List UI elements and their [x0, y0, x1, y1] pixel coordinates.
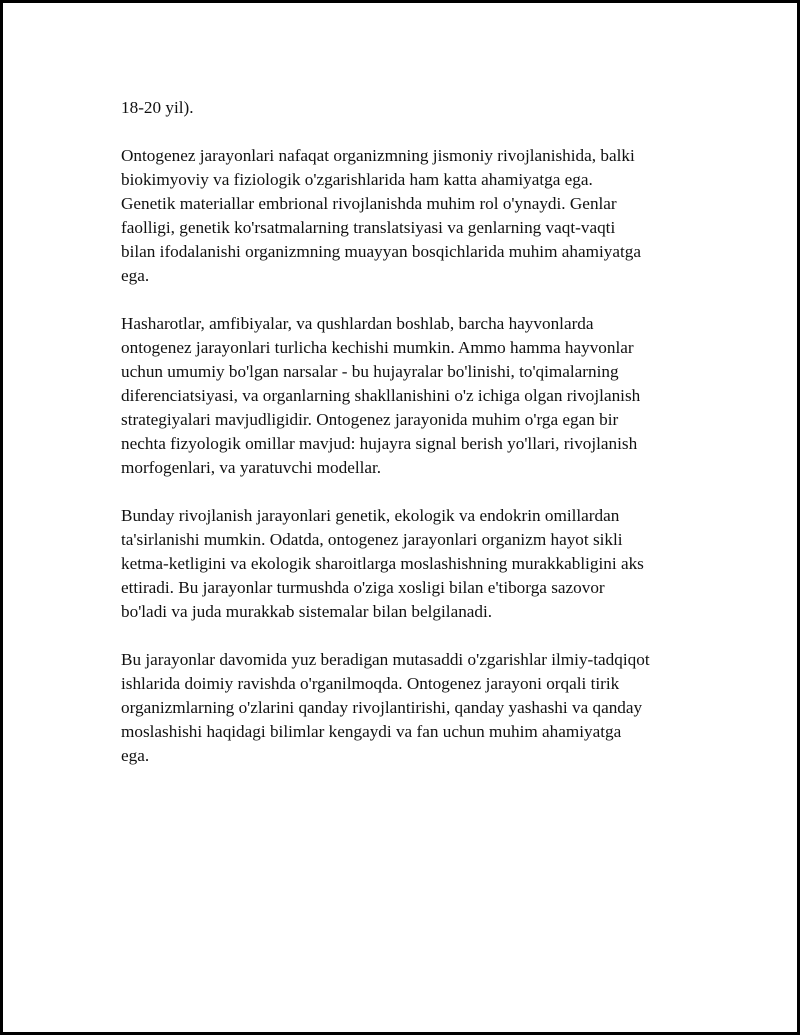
- paragraph-1: 18-20 yil).: [121, 98, 194, 117]
- page-body: [121, 96, 701, 792]
- paragraph-2: Ontogenez jarayonlari nafaqat organizmning jismoniy rivojlanishida, balki biokimyoviy va fiziologik o'zgarishlarida ham katta ahamiyatga ega. Genetik materiallar embrional rivojlanishda muhim rol o'ynaydi. Genlar faolligi, genetik ko'rsatmalarning translatsiyasi va genlarning vaqt-vaqti bilan ifodalanishi organizmning muayyan bosqichlarida muhim ahamiyatga ega.: [121, 146, 641, 285]
- paragraph-5: Bu jarayonlar davomida yuz beradigan mutasaddi o'zgarishlar ilmiy-tadqiqot ishlarida doimiy ravishda o'rganilmoqda. Ontogenez jarayoni orqali tirik organizmlarning o'zlarini qanday rivojlantirishi, qanday yashashi va qanday moslashishi haqidagi bilimlar kengaydi va fan uchun muhim ahamiyatga ega.: [121, 650, 650, 765]
- paragraph-4: Bunday rivojlanish jarayonlari genetik, ekologik va endokrin omillardan ta'sirlanishi mumkin. Odatda, ontogenez jarayonlari organizm hayot sikli ketma-ketligini va ekologik sharoitlarga moslashishning murakkabligini aks ettiradi. Bu jarayonlar turmushda o'ziga xosligi bilan e'tiborga sazovor bo'ladi va juda murakkab sistemalar bilan belgilanadi.: [121, 506, 644, 621]
- paragraph-3: Hasharotlar, amfibiyalar, va qushlardan boshlab, barcha hayvonlarda ontogenez jarayonlari turlicha kechishi mumkin. Ammo hamma hayvonlar uchun umumiy bo'lgan narsalar - bu hujayralar bo'linishi, to'qimalarning diferenciatsiyasi, va organlarning shakllanishini o'z ichiga olgan rivojlanish strategiyalari mavjudligidir. Ontogenez jarayonida muhim o'rga egan bir nechta fizyologik omillar mavjud: hujayra signal berish yo'llari, rivojlanish morfogenlari, va yaratuvchi modellar.: [121, 314, 641, 477]
